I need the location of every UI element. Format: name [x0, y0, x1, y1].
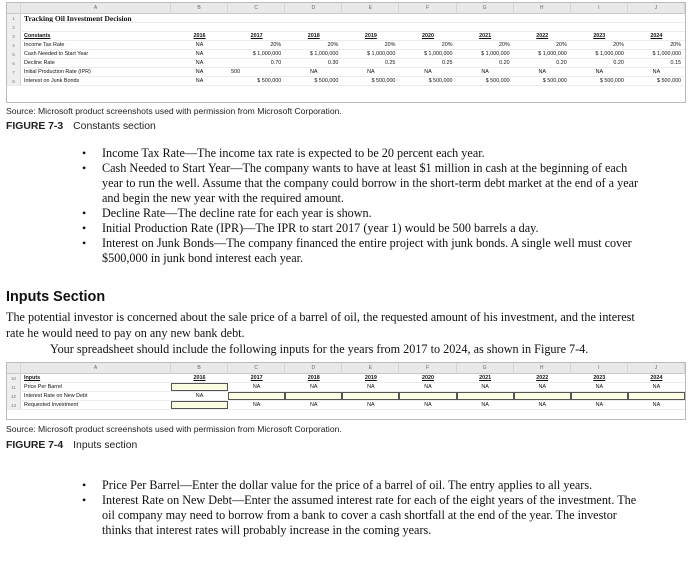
table-row: 6 Decline Rate NA 0.70 0.30 0.25 0.25 0.20 0.20 0.20 0.15 [7, 59, 685, 68]
inputs-header-row: 10 Inputs 2016 2017 2018 2019 2020 2021 2022 2023 2024 [7, 374, 685, 383]
column-header-row: A B C D E F G H I J [7, 3, 685, 14]
figure-7-3-caption: FIGURE 7-3 Constants section [6, 121, 156, 132]
inputs-section-heading: Inputs Section [6, 289, 106, 305]
list-item: • Decline Rate—The decline rate for each year is shown. [60, 206, 640, 221]
table-row: 5 Cash Needed to Start Year NA $ 1,000,000 $ 1,000,000 $ 1,000,000 $ 1,000,000 $ 1,000,000 $ 1,000,000 $ 1,000,000 $ 1,000,000 [7, 50, 685, 59]
table-row: 8 Interest on Junk Bonds NA $ 500,000 $ 500,000 $ 500,000 $ 500,000 $ 500,000 $ 500,000 $ 500,000 $ 500,000 [7, 77, 685, 86]
sheet-title-row: 1 Tracking Oil Investment Decision [7, 14, 685, 23]
inputs-bullet-list [60, 478, 640, 538]
figure-7-4-caption: FIGURE 7-4 Inputs section [6, 440, 138, 451]
figure-7-4-source: Source: Microsoft product screenshots used with permission from Microsoft Corporation. [6, 424, 342, 434]
constants-label: Constants [24, 33, 51, 39]
table-row: 12 Interest Rate on New Debt NA [7, 392, 685, 401]
list-item: • Initial Production Rate (IPR)—The IPR to start 2017 (year 1) would be 500 barrels a day. [60, 221, 640, 236]
figure-7-4-spreadsheet [6, 362, 686, 420]
list-item: • Interest on Junk Bonds—The company financed the entire project with junk bonds. A single well must cover $500,000 in junk bond interest each year. [60, 236, 640, 266]
table-row: 7 Initial Production Rate (IPR) NA 500 NA NA NA NA NA NA NA [7, 68, 685, 77]
inputs-paragraph: The potential investor is concerned about the sale price of a barrel of oil, the requested amount of his investment, and the interest rate he would need to pay on any new bank debt. Your spreadsheet should include the following inputs for the years from 2017 to 2024, as shown in Figure 7-4. [6, 310, 635, 356]
inputs-label: Inputs [24, 375, 41, 381]
sheet-title: Tracking Oil Investment Decision [24, 14, 132, 22]
table-row: 4 Income Tax Rate NA 20% 20% 20% 20% 20% 20% 20% 20% [7, 41, 685, 50]
table-row: 13 Requested Investment NA NA NA NA NA NA NA NA [7, 401, 685, 410]
constants-bullet-list [60, 146, 640, 266]
constants-header-row: 3 Constants 2016 2017 2018 2019 2020 2021 2022 2023 2024 [7, 32, 685, 41]
figure-7-3-source: Source: Microsoft product screenshots used with permission from Microsoft Corporation. [6, 106, 342, 116]
list-item: • Price Per Barrel—Enter the dollar value for the price of a barrel of oil. The entry applies to all years. [60, 478, 640, 493]
table-row: 11 Price Per Barrel NA NA NA NA NA NA NA NA [7, 383, 685, 392]
figure-7-3-spreadsheet [6, 2, 686, 103]
blank-row: 2 [7, 23, 685, 32]
list-item: • Cash Needed to Start Year—The company wants to have at least $1 million in cash at the beginning of each year to run the well. Assume that the company could borrow in the short-term debt market at the end of a year and begin the new year with the required amount. [60, 161, 640, 206]
list-item: • Income Tax Rate—The income tax rate is expected to be 20 percent each year. [60, 146, 640, 161]
column-header-row: A B C D E F G H I J [7, 363, 685, 374]
list-item: • Interest Rate on New Debt—Enter the assumed interest rate for each of the eight years of the investment. The oil company may need to borrow from a bank to cover a cash shortfall at the end of the year. The investor thinks that interest rates will probably increase in the coming years. [60, 493, 640, 538]
